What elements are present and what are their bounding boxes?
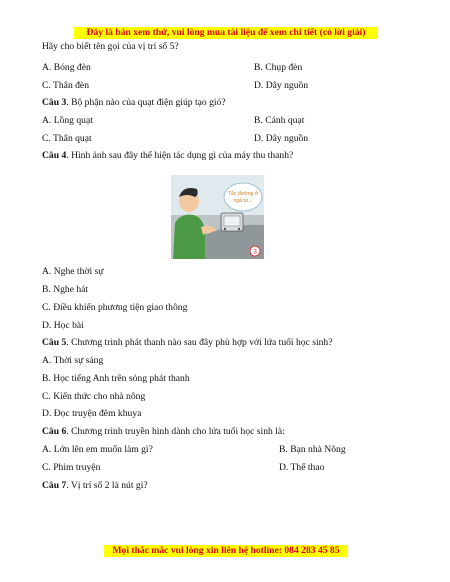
question-number: Câu 5 [42, 337, 67, 348]
option-b: B. Bạn nhà Nông [279, 444, 346, 455]
option-b: B. Học tiếng Anh trên sóng phát thanh [42, 373, 190, 384]
option-b: B. Cánh quạt [254, 115, 305, 126]
figure-badge: 3 [253, 248, 257, 256]
option-d: D. Dây nguồn [254, 133, 309, 144]
bubble-text: Tắc đường ở [227, 191, 259, 197]
question-stem: . Hình ảnh sau đây thể hiện tác dụng gì của máy thu thanh? [66, 150, 294, 161]
option-d: D. Học bài [42, 320, 84, 331]
option-c: C. Thân đèn [42, 80, 89, 91]
car-radio-illustration [171, 175, 264, 259]
question-number: Câu 7 [42, 480, 67, 491]
option-c: C. Phim truyện [42, 462, 101, 473]
question-6 [42, 426, 285, 438]
question-stem: . Chương trình truyền hình dành cho lứa tuổi học sinh là: [66, 426, 285, 437]
question-stem: . Chương trình phát thanh nào sau đây phù hợp với lứa tuổi học sinh? [66, 337, 333, 348]
option-a: A. Nghe thời sự [42, 266, 104, 277]
bubble-text: ngã tư... [233, 198, 253, 204]
question-7 [42, 480, 148, 492]
question-5 [42, 337, 333, 349]
option-a: A. Lớn lên em muốn làm gì? [42, 444, 153, 455]
preview-banner: Đây là bản xem thử, vui lòng mua tài liệu để xem chi tiết (có lời giải) [74, 27, 378, 39]
option-a: A. Bóng đèn [42, 62, 91, 73]
question-4 [42, 150, 293, 162]
option-a: A. Lồng quạt [42, 115, 93, 126]
question-stem: . Vị trí số 2 là nút gì? [66, 480, 148, 491]
option-b: B. Nghe hát [42, 284, 89, 295]
hotline-footer: Mọi thắc mắc vui lòng xin liên hệ hotline: 084 283 45 85 [104, 545, 348, 557]
question-number: Câu 6 [42, 426, 67, 437]
question-3 [42, 97, 226, 109]
question-number: Câu 4 [42, 150, 67, 161]
option-d: D. Dây nguồn [254, 80, 309, 91]
question-stem: . Bộ phận nào của quạt điện giúp tạo gió? [66, 97, 226, 108]
question-number: Câu 3 [42, 97, 67, 108]
option-b: B. Chụp đèn [254, 62, 303, 73]
option-c: C. Kiến thức cho nhà nông [42, 391, 146, 402]
option-d: D. Thể thao [279, 462, 325, 473]
option-c: C. Điều khiển phương tiện giao thông [42, 302, 188, 313]
question-stem: Hãy cho biết tên gọi của vị trí số 5? [42, 41, 179, 52]
option-d: D. Đọc truyện đêm khuya [42, 408, 142, 419]
option-a: A. Thời sự sáng [42, 355, 104, 366]
option-c: C. Thân quạt [42, 133, 92, 144]
